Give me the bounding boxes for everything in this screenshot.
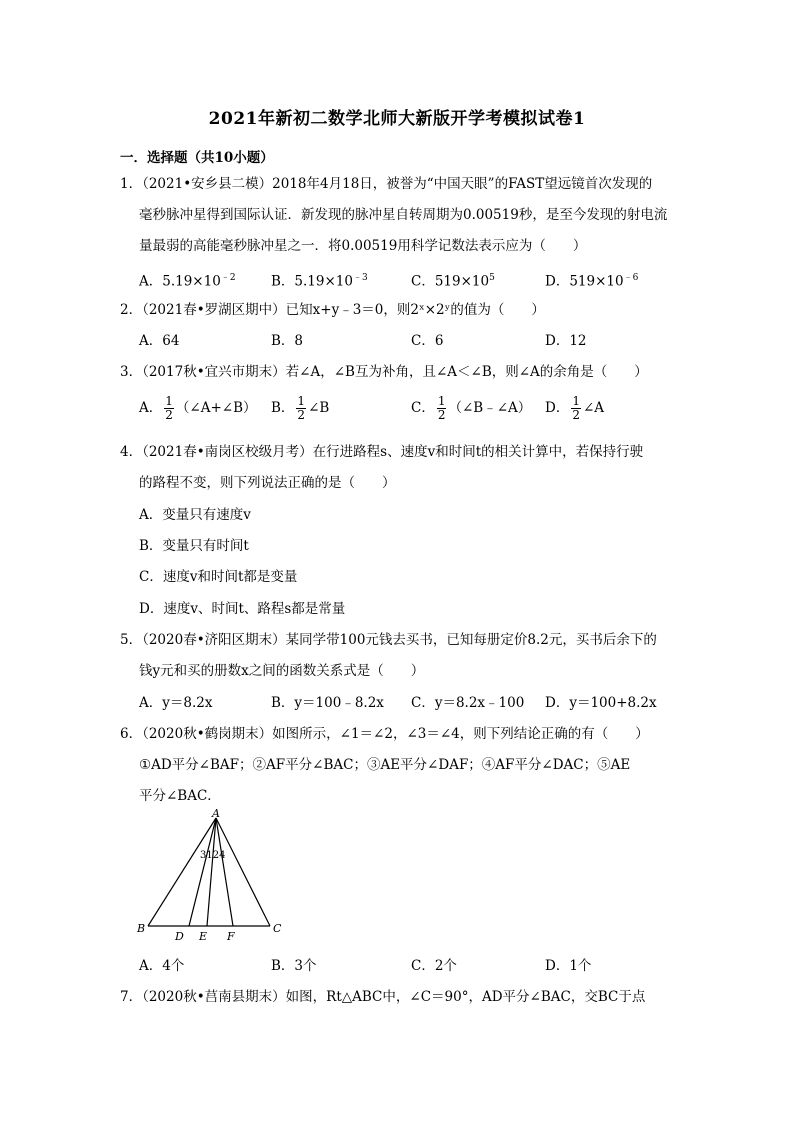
q6-option-c: C．2个: [411, 958, 457, 974]
label-e: E: [199, 930, 208, 943]
q2-option-c: C．6: [411, 333, 444, 349]
q5-option-b: B．y＝100﹣8.2x: [271, 695, 384, 711]
q3-line-1: 3．（2017秋•宜兴市期末）若∠A，∠B互为补角，且∠A＜∠B，则∠A的余角是（ ）: [120, 364, 648, 380]
q3-option-d: D． $\frac{1}{2}$ ∠A: [545, 394, 605, 422]
q6-option-b: B．3个: [271, 958, 317, 974]
q1-line-2: 毫秒脉冲星得到国际认证．新发现的脉冲星自转周期为0.00519秒，是至今发现的射电流: [139, 207, 668, 223]
q4-option-d: D．速度v、时间t、路程s都是常量: [139, 601, 346, 617]
fraction-half: $\frac{1}{2}$: [437, 394, 446, 422]
label-f: F: [227, 930, 235, 943]
q3-option-a: A． $\frac{1}{2}$ （∠A+∠B）: [139, 394, 257, 422]
fraction-half: $\frac{1}{2}$: [165, 394, 173, 422]
q1-option-a: A．$5.19\times 10^{﹣2}$: [139, 273, 236, 290]
q1-option-c: C．$519\times 10^5$: [411, 273, 495, 290]
q4-option-a: A．变量只有速度v: [139, 507, 251, 523]
q6-line-3: 平分∠BAC．: [139, 788, 221, 804]
q7-line-1: 7．（2020秋•莒南县期末）如图，Rt△ABC中，∠C＝90°，AD平分∠BAC，交BC于点: [120, 989, 646, 1005]
page-title: 2021年新初二数学北师大新版开学考模拟试卷1: [208, 109, 586, 129]
q5-option-c: C．y＝8.2x﹣100: [411, 695, 525, 711]
q4-option-c: C．速度v和时间t都是变量: [139, 569, 298, 585]
angle-labels: 3124: [200, 850, 226, 861]
q4-line-2: 的路程不变，则下列说法正确的是（ ）: [139, 475, 396, 491]
q2-option-d: D．12: [545, 333, 587, 349]
q1-line-1: 1．（2021•安乡县二模）2018年4月18日，被誉为“中国天眼”的FAST望远镜首次发现的: [120, 176, 653, 192]
q2-option-b: B．8: [271, 333, 304, 349]
fraction-half: $\frac{1}{2}$: [297, 394, 306, 422]
q1-option-b: B．$5.19\times 10^{﹣3}$: [271, 273, 368, 290]
label-c: C: [273, 922, 282, 935]
q2-option-a: A．64: [139, 333, 180, 349]
q5-line-1: 5．（2020春•济阳区期末）某同学带100元钱去买书，已知每册定价8.2元，买书后余下的: [120, 632, 657, 648]
q1-option-d: D．$519\times 10^{﹣6}$: [545, 273, 639, 290]
q5-line-2: 钱y元和买的册数x之间的函数关系式是（ ）: [139, 663, 425, 679]
q5-option-d: D．y＝100+8.2x: [545, 695, 657, 711]
q4-line-1: 4．（2021春•南岗区校级月考）在行进路程s、速度v和时间t的相关计算中，若保持行驶: [120, 444, 644, 460]
q6-option-d: D．1个: [545, 958, 592, 974]
q6-line-2: ①AD平分∠BAF；②AF平分∠BAC；③AE平分∠DAF；④AF平分∠DAC；⑤AE: [139, 757, 631, 773]
segment-ab: [148, 818, 216, 926]
q6-option-a: A．4个: [139, 958, 185, 974]
q6-line-1: 6．（2020秋•鹤岗期末）如图所示，∠1＝∠2，∠3＝∠4，则下列结论正确的有（ ）: [120, 726, 649, 742]
label-a: A: [212, 808, 220, 820]
label-d: D: [175, 930, 184, 943]
q1-line-3: 量最弱的高能毫秒脉冲星之一．将0.00519用科学记数法表示应为（ ）: [139, 238, 587, 254]
fraction-half: $\frac{1}{2}$: [572, 394, 580, 422]
q5-option-a: A．y＝8.2x: [139, 695, 213, 711]
label-b: B: [137, 922, 146, 935]
q3-option-b: B． $\frac{1}{2}$ ∠B: [271, 394, 330, 422]
q3-option-c: C． $\frac{1}{2}$ （∠B﹣∠A）: [411, 394, 532, 422]
q2-line-1: 2．（2021春•罗湖区期中）已知x+y﹣3＝0，则2ˣ×2ʸ的值为（ ）: [120, 302, 545, 318]
section-heading: 一．选择题（共10小题）: [120, 150, 274, 166]
triangle-figure: [130, 808, 290, 948]
q4-option-b: B．变量只有时间t: [139, 538, 249, 554]
